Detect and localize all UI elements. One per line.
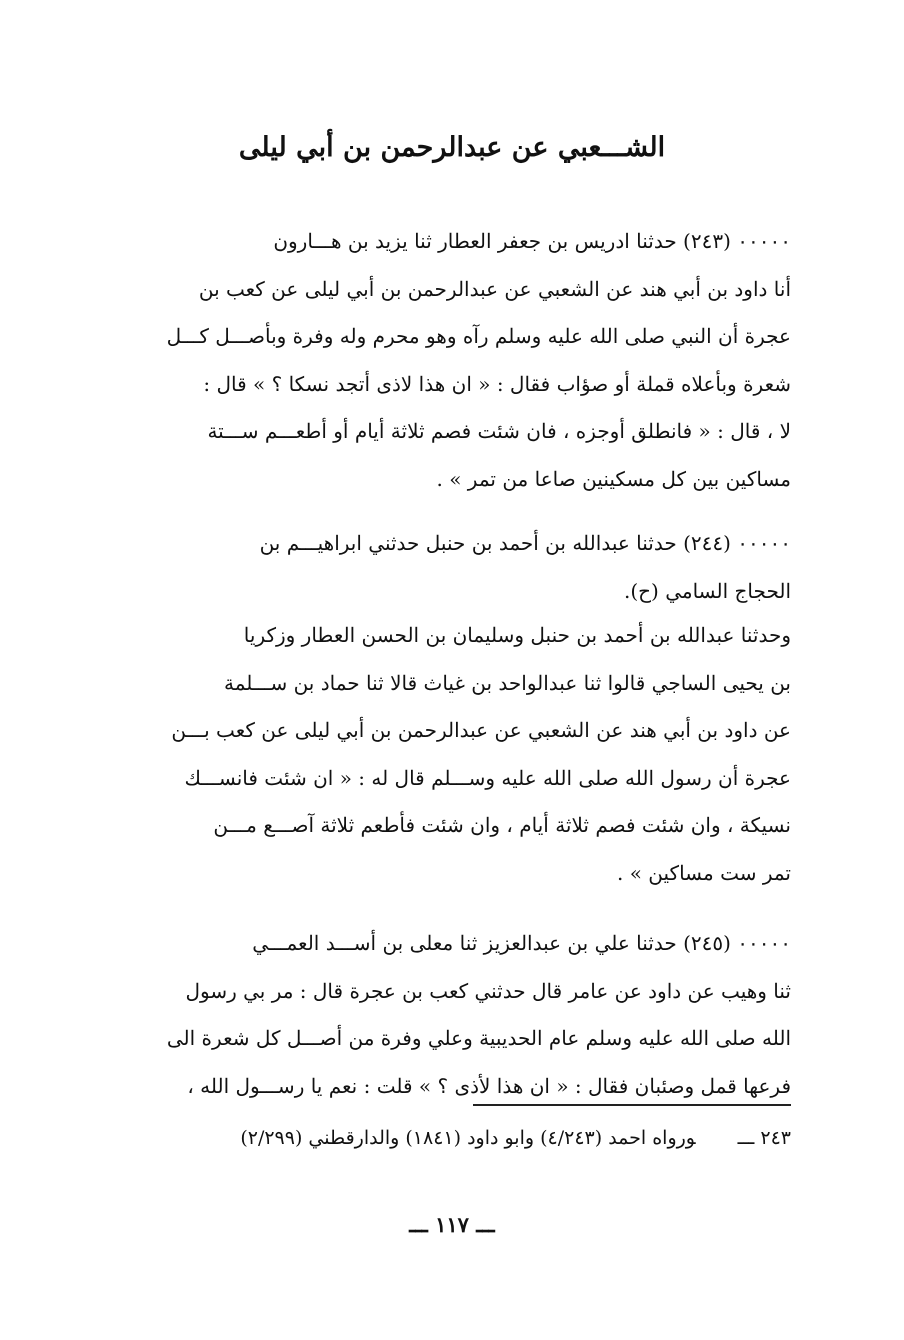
text-line: ٠٠٠٠٠ (٢٤٤) حدثنا عبدالله بن أحمد بن حنبل حدثني ابراهيـــم بن (259, 531, 791, 555)
text-line: نسيكة ، وان شئت فصم ثلاثة أيام ، وان شئت فأطعم ثلاثة آصـــع مـــن (213, 813, 791, 837)
hadith-243-paragraph (111, 218, 791, 503)
text-line: ٠٠٠٠٠ (٢٤٥) حدثنا علي بن عبدالعزيز ثنا معلى بن أســـد العمـــي (252, 931, 791, 955)
text-line: أنا داود بن أبي هند عن الشعبي عن عبدالرحمن بن أبي ليلى عن كعب بن (198, 276, 791, 301)
text-line: تمر ست مساكين » . (616, 860, 791, 885)
text-line: الحجاج السامي (ح). (623, 578, 791, 603)
hadith-245-paragraph (111, 920, 791, 1110)
text-line: عن داود بن أبي هند عن الشعبي عن عبدالرحمن بن أبي ليلى عن كعب بـــن (171, 718, 791, 742)
footnote-divider (473, 1104, 791, 1106)
page-number: ـــ ١١٧ ـــ (409, 1212, 495, 1237)
text-line: وحدثنا عبدالله بن أحمد بن حنبل وسليمان بن الحسن العطار وزكريا (243, 623, 791, 647)
text-line: لا ، قال : « فانطلق أوجزه ، فان شئت فصم ثلاثة أيام أو أطعـــم ســـتة (207, 419, 791, 443)
text-line: الله صلى الله عليه وسلم عام الحديبية وعلي وفرة من أصـــل كل شعرة الى (166, 1026, 791, 1050)
text-line: عجرة أن النبي صلى الله عليه وسلم رآه وهو محرم وله وفرة وبأصـــل كـــل (166, 324, 791, 348)
hadith-244-continuation-paragraph (111, 612, 791, 897)
footnote (101, 1120, 791, 1156)
text-line: شعرة وبأعلاه قملة أو صؤاب فقال : « ان هذا لاذى أتجد نسكا ؟ » قال : (203, 371, 791, 396)
footnote-text: ورواه احمد (٤/٢٤٣) وابو داود (١٨٤١) والدارقطني (٢/٢٩٩) (240, 1127, 696, 1149)
hadith-244-paragraph (111, 520, 791, 615)
text-line: مساكين بين كل مسكينين صاعا من تمر » . (436, 466, 791, 491)
text-line: فرعها قمل وصئبان فقال : « ان هذا لأذى ؟ » قلت : نعم يا رســـول الله ، (187, 1073, 791, 1098)
text-line: عجرة أن رسول الله صلى الله عليه وســـلم قال له : « ان شئت فانســـك (184, 765, 791, 790)
text-line: ثنا وهيب عن داود عن عامر قال حدثني كعب بن عجرة قال : مر بي رسول (185, 978, 791, 1003)
text-line: ٠٠٠٠٠ (٢٤٣) حدثنا ادريس بن جعفر العطار ثنا يزيد بن هـــارون (273, 229, 791, 253)
page-title: الشـــعبي عن عبدالرحمن بن أبي ليلى (238, 132, 666, 163)
text-line: بن يحيى الساجي قالوا ثنا عبدالواحد بن غياث قالا ثنا حماد بن ســـلمة (223, 670, 791, 695)
footnote-number: ٢٤٣ ـــ (737, 1127, 791, 1149)
